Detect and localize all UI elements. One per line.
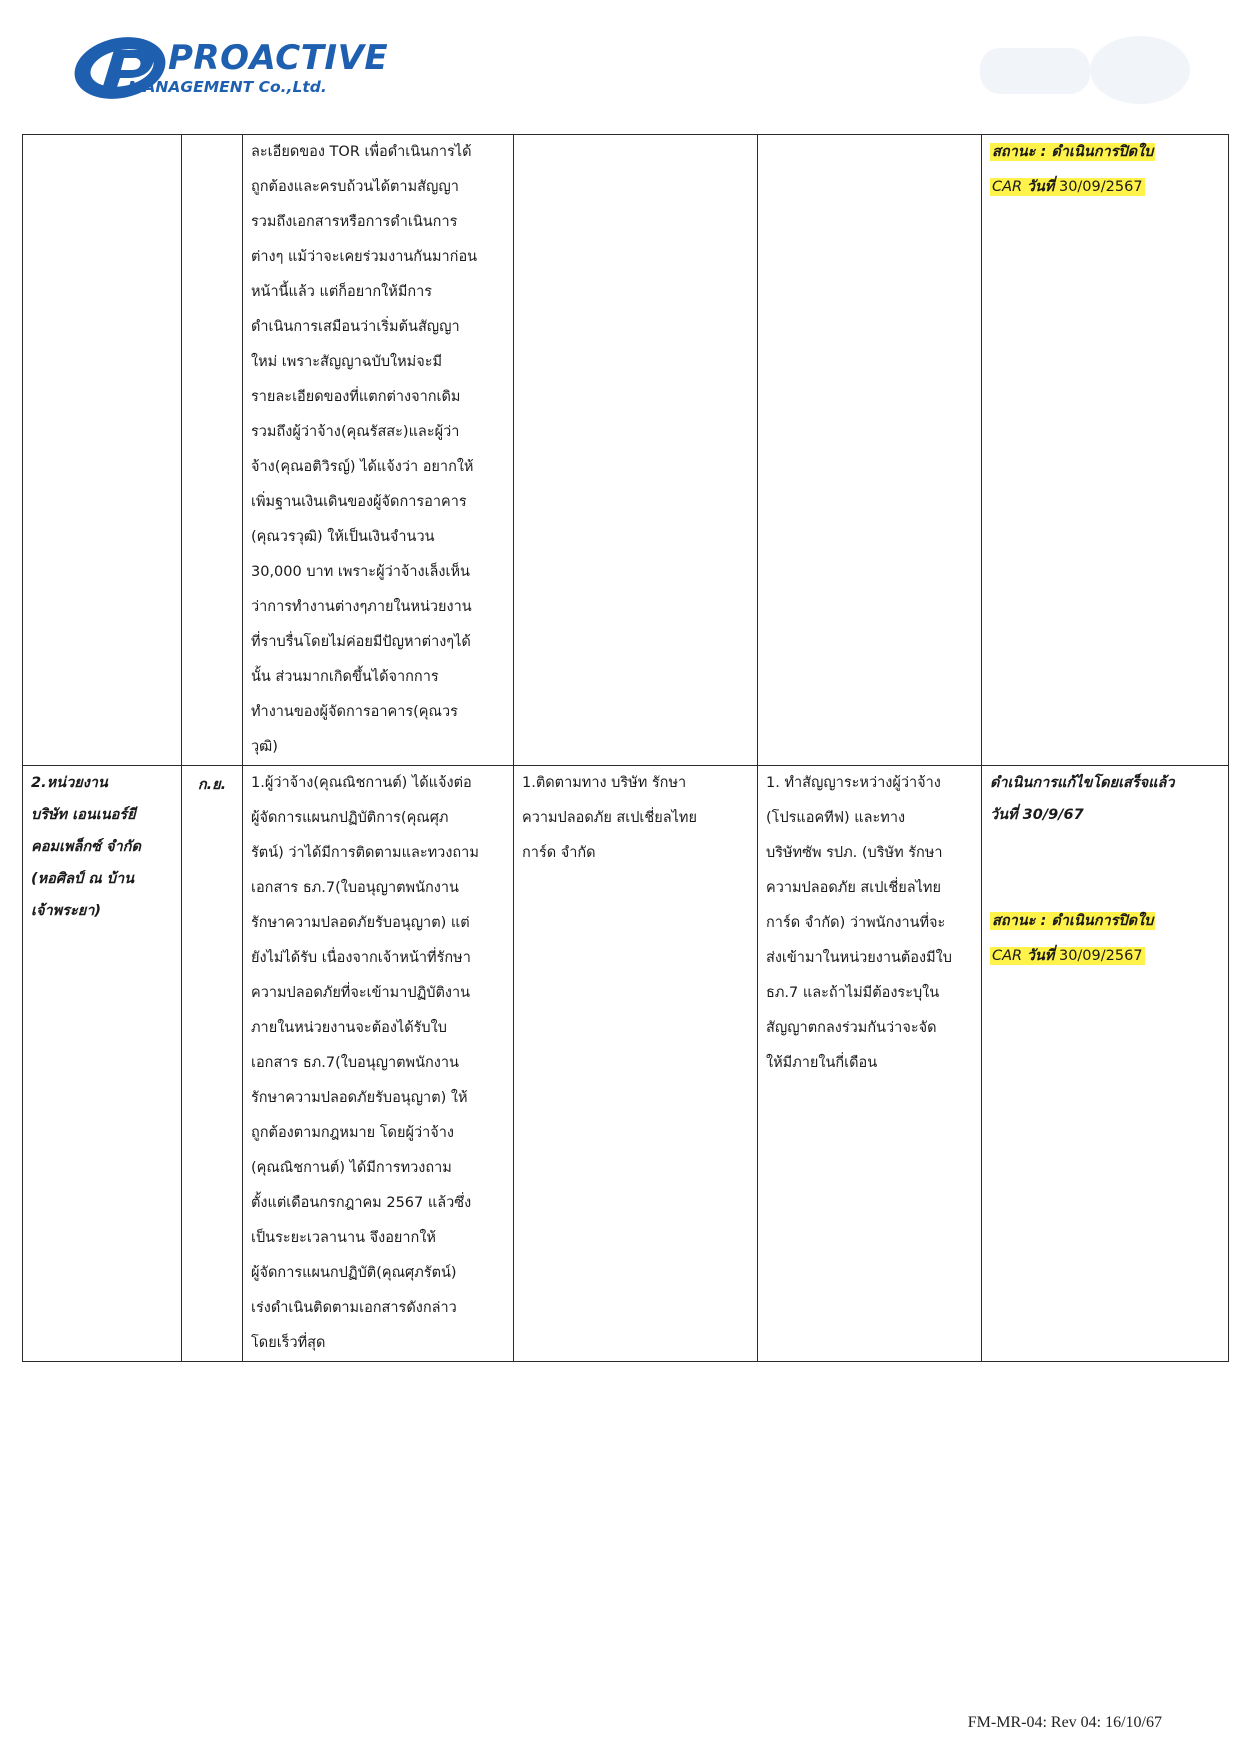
detail-line: นั้น ส่วนมากเกิดขึ้นได้จากการ	[251, 669, 439, 685]
detail-line: รักษาความปลอดภัยรับอนุญาต) ให้	[251, 1090, 468, 1106]
department-line: คอมเพล็กซ์ จำกัด	[31, 839, 141, 855]
prevention-line: การ์ด จำกัด) ว่าพนักงานที่จะ	[766, 915, 946, 931]
status-label: สถานะ : ดำเนินการปิดใบ	[992, 144, 1154, 160]
action-line: 1.ติดตามทาง บริษัท รักษา	[522, 775, 687, 791]
prevention-line: สัญญาตกลงร่วมกันว่าจะจัด	[766, 1020, 937, 1036]
detail-line: ยังไม่ได้รับ เนื่องจากเจ้าหน้าที่รักษา	[251, 950, 471, 966]
detail-line: จ้าง(คุณอติวิรญ์) ได้แจ้งว่า อยากให้	[251, 459, 474, 475]
detail-line: ผู้จัดการแผนกปฏิบัติ(คุณศุภรัตน์)	[251, 1265, 457, 1281]
detail-line: ถูกต้องตามกฎหมาย โดยผู้ว่าจ้าง	[251, 1125, 454, 1141]
detail-line: รายละเอียดของที่แตกต่างจากเดิม	[251, 389, 461, 405]
prevention-line: ส่งเข้ามาในหน่วยงานต้องมีใบ	[766, 950, 952, 966]
detail-line: ทำงานของผู้จัดการอาคาร(คุณวร	[251, 704, 458, 720]
prevention-cell	[758, 135, 982, 766]
detail-line: โดยเร็วที่สุด	[251, 1335, 326, 1351]
prevention-line: ธภ.7 และถ้าไม่มีต้องระบุใน	[766, 985, 940, 1001]
prevention-line: ให้มีภายในกี่เดือน	[766, 1055, 878, 1071]
logo-sub-text: MANAGEMENT Co.,Ltd.	[128, 78, 327, 96]
detail-line: ที่ราบรื่นโดยไม่ค่อยมีปัญหาต่างๆได้	[251, 634, 471, 650]
detail-line: ละเอียดของ TOR เพื่อดำเนินการได้	[251, 144, 472, 160]
department-cell	[23, 766, 182, 1362]
detail-line: เพิ่มฐานเงินเดินของผู้จัดการอาคาร	[251, 494, 467, 510]
detail-line: ผู้จัดการแผนกปฏิบัติการ(คุณศุภ	[251, 810, 449, 826]
detail-line: รวมถึงเอกสารหรือการดำเนินการ	[251, 214, 458, 230]
corrective-action-cell	[514, 766, 758, 1362]
month-cell	[182, 766, 243, 1362]
table-row	[23, 135, 1229, 766]
status-cell	[982, 135, 1229, 766]
car-report-table	[22, 134, 1229, 1362]
table-row	[23, 766, 1229, 1362]
detail-line: เอกสาร ธภ.7(ใบอนุญาตพนักงาน	[251, 880, 459, 896]
detail-line: 1.ผู้ว่าจ้าง(คุณณิชกานต์) ได้แจ้งต่อ	[251, 775, 472, 791]
issue-detail-cell	[243, 135, 514, 766]
action-line: การ์ด จำกัด	[522, 845, 596, 861]
detail-line: รักษาความปลอดภัยรับอนุญาต) แต่	[251, 915, 470, 931]
detail-line: รัตน์) ว่าได้มีการติดตามและทวงถาม	[251, 845, 479, 861]
prevention-line: บริษัทซัพ รปภ. (บริษัท รักษา	[766, 845, 943, 861]
detail-line: ว่าการทำงานต่างๆภายในหน่วยงาน	[251, 599, 472, 615]
form-footer-code: FM-MR-04: Rev 04: 16/10/67	[967, 1714, 1162, 1731]
detail-line: เอกสาร ธภ.7(ใบอนุญาตพนักงาน	[251, 1055, 459, 1071]
detail-line: (คุณวรวุฒิ) ให้เป็นเงินจำนวน	[251, 529, 435, 545]
status-car-date: CAR วันที่ 30/09/2567	[992, 948, 1143, 964]
corrective-action-cell	[514, 135, 758, 766]
detail-line: วุฒิ)	[251, 739, 278, 755]
result-line: วันที่ 30/9/67	[990, 807, 1084, 823]
prevention-line: (โปรแอคทีฟ) และทาง	[766, 810, 906, 826]
department-line: 2.หน่วยงาน	[31, 775, 108, 791]
detail-line: ภายในหน่วยงานจะต้องได้รับใบ	[251, 1020, 447, 1036]
action-line: ความปลอดภัย สเปเชี่ยลไทย	[522, 810, 697, 826]
detail-line: หน้านี้แล้ว แต่ก็อยากให้มีการ	[251, 284, 433, 300]
detail-line: เป็นระยะเวลานาน จึงอยากให้	[251, 1230, 436, 1246]
detail-line: ถูกต้องและครบถ้วนได้ตามสัญญา	[251, 179, 459, 195]
detail-line: ต่างๆ แม้ว่าจะเคยร่วมงานกันมาก่อน	[251, 249, 478, 265]
company-logo	[70, 28, 389, 106]
logo-brand-text: PROACTIVE	[168, 38, 389, 78]
result-line: ดำเนินการแก้ไขโดยเสร็จแล้ว	[990, 775, 1175, 791]
department-line: บริษัท เอนเนอร์ยี	[31, 807, 136, 823]
status-cell	[982, 766, 1229, 1362]
detail-line: ตั้งแต่เดือนกรกฎาคม 2567 แล้วซึ่ง	[251, 1195, 472, 1211]
detail-line: 30,000 บาท เพราะผู้ว่าจ้างเล็งเห็น	[251, 564, 470, 580]
month-label: ก.ย.	[197, 777, 227, 793]
detail-line: รวมถึงผู้ว่าจ้าง(คุณรัสสะ)และผู้ว่า	[251, 424, 460, 440]
spacer	[990, 830, 1220, 904]
status-car-date: CAR วันที่ 30/09/2567	[992, 179, 1143, 195]
month-cell	[182, 135, 243, 766]
prevention-cell	[758, 766, 982, 1362]
prevention-line: 1. ทำสัญญาระหว่างผู้ว่าจ้าง	[766, 775, 941, 791]
prevention-line: ความปลอดภัย สเปเชี่ยลไทย	[766, 880, 941, 896]
detail-line: (คุณณิชกานต์) ได้มีการทวงถาม	[251, 1160, 452, 1176]
faint-watermark	[940, 30, 1200, 110]
department-cell	[23, 135, 182, 766]
department-line: เจ้าพระยา)	[31, 903, 101, 919]
detail-line: ดำเนินการเสมือนว่าเริ่มต้นสัญญา	[251, 319, 460, 335]
detail-line: ใหม่ เพราะสัญญาฉบับใหม่จะมี	[251, 354, 443, 370]
issue-detail-cell	[243, 766, 514, 1362]
status-label: สถานะ : ดำเนินการปิดใบ	[992, 913, 1154, 929]
department-line: (หอศิลป์ ณ บ้าน	[31, 871, 134, 887]
detail-line: ความปลอดภัยที่จะเข้ามาปฏิบัติงาน	[251, 985, 471, 1001]
detail-line: เร่งดำเนินติดตามเอกสารดังกล่าว	[251, 1300, 457, 1316]
